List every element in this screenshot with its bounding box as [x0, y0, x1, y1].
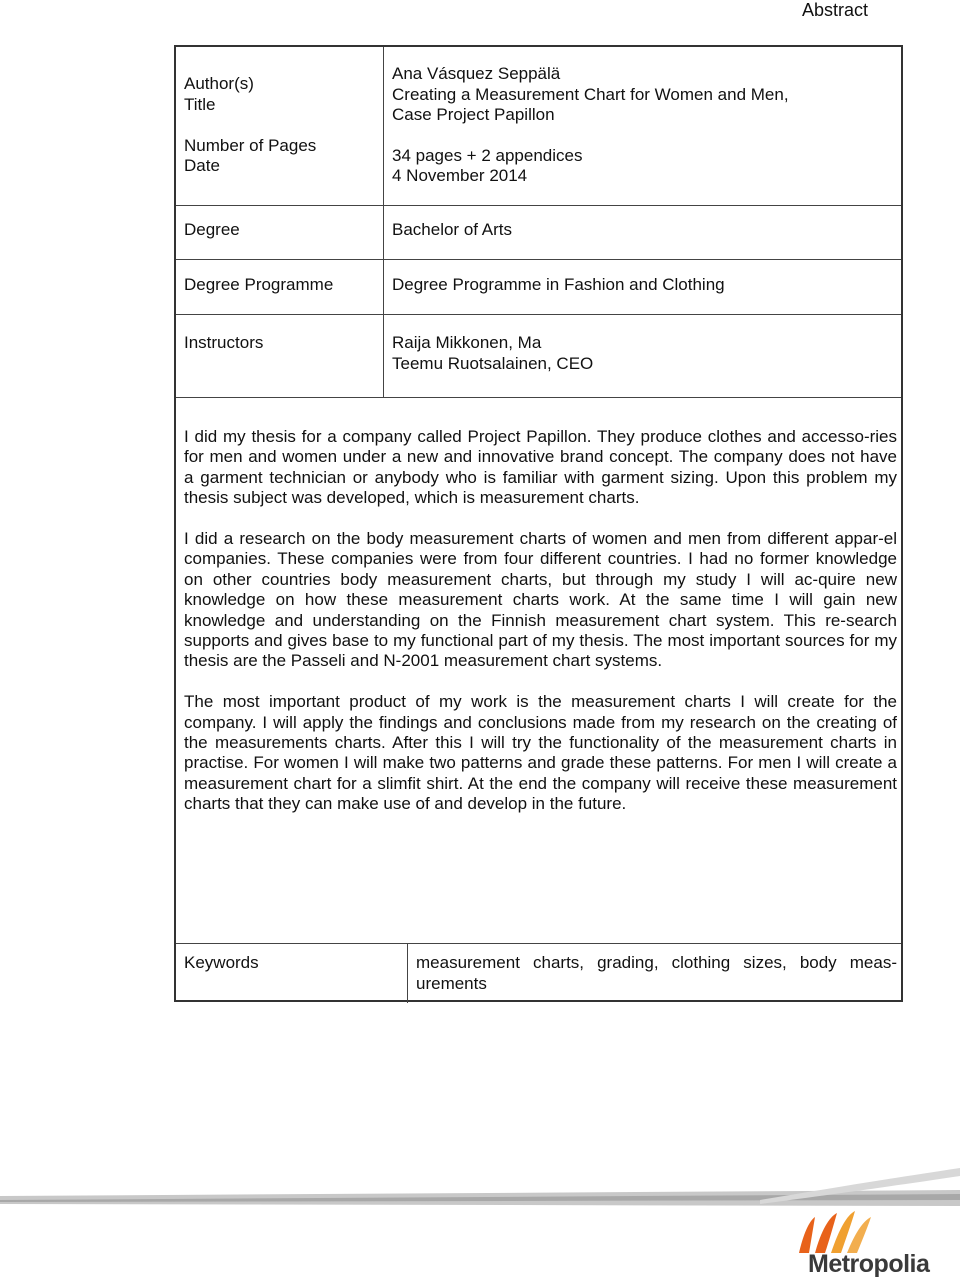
- abstract-body: [184, 427, 897, 835]
- instructor-2: Teemu Ruotsalainen, CEO: [392, 354, 594, 373]
- title-value-line2: Case Project Papillon: [392, 105, 555, 124]
- abstract-paragraph-1: I did my thesis for a company called Project Papillon. They produce clothes and accesso-ries for men and women under a new and innovative brand concept. The company does not have a garment technician or anybody who is familiar with garment sizing. Upon this problem my thesis subject was developed, which is measurement charts.: [184, 427, 897, 508]
- keywords-label: Keywords: [184, 953, 259, 972]
- author-label: Author(s): [184, 74, 254, 93]
- instructor-1: Raija Mikkonen, Ma: [392, 333, 542, 352]
- row-instructors: [176, 314, 901, 398]
- metropolia-logo-text: Metropolia: [808, 1250, 930, 1278]
- degree-value: Bachelor of Arts: [392, 220, 513, 239]
- title-value-line1: Creating a Measurement Chart for Women and Men,: [392, 85, 789, 104]
- keywords-divider: [407, 944, 408, 1003]
- title-label: Title: [184, 95, 216, 114]
- degree-label: Degree: [184, 220, 240, 239]
- abstract-form: [174, 45, 903, 1002]
- page-heading-abstract: Abstract: [801, 0, 868, 20]
- row-keywords: [176, 943, 901, 1003]
- pages-value: 34 pages + 2 appendices: [392, 146, 583, 165]
- author-value: Ana Vásquez Seppälä: [392, 64, 561, 83]
- pages-label: Number of Pages: [184, 136, 317, 155]
- row-author-title: [176, 47, 901, 206]
- row-degree: [176, 205, 901, 260]
- abstract-paragraph-3: The most important product of my work is the measurement charts I will create for the company. I will apply the findings and conclusions made from my research on the creating of the measurements charts. After this I will try the functionality of the measurement charts in practise. For women I will make two patterns and grade these patterns. For men I will create a measurement chart for a slimfit shirt. At the end the company will receive these measurement charts that they can make use of and develop in the future.: [184, 692, 897, 814]
- abstract-paragraph-2: I did a research on the body measurement charts of women and men from different appar-el companies. These companies were from four different countries. I had no former knowledge on other countries body measurement charts, but through my study I will ac-quire new knowledge on how these measurement charts work. At the same time I will gain new knowledge and understanding on the Finnish measurement chart system. This re-search supports and gives base to my functional part of my thesis. The most important sources for my thesis are the Passeli and N-2001 measurement chart systems.: [184, 529, 897, 671]
- row-programme: [176, 259, 901, 315]
- programme-label: Degree Programme: [184, 275, 334, 294]
- date-value: 4 November 2014: [392, 166, 528, 185]
- date-label: Date: [184, 156, 220, 175]
- instructors-label: Instructors: [184, 333, 264, 352]
- keywords-value: measurement charts, grading, clothing sizes, body meas-urements: [416, 953, 897, 993]
- programme-value: Degree Programme in Fashion and Clothing: [392, 275, 725, 294]
